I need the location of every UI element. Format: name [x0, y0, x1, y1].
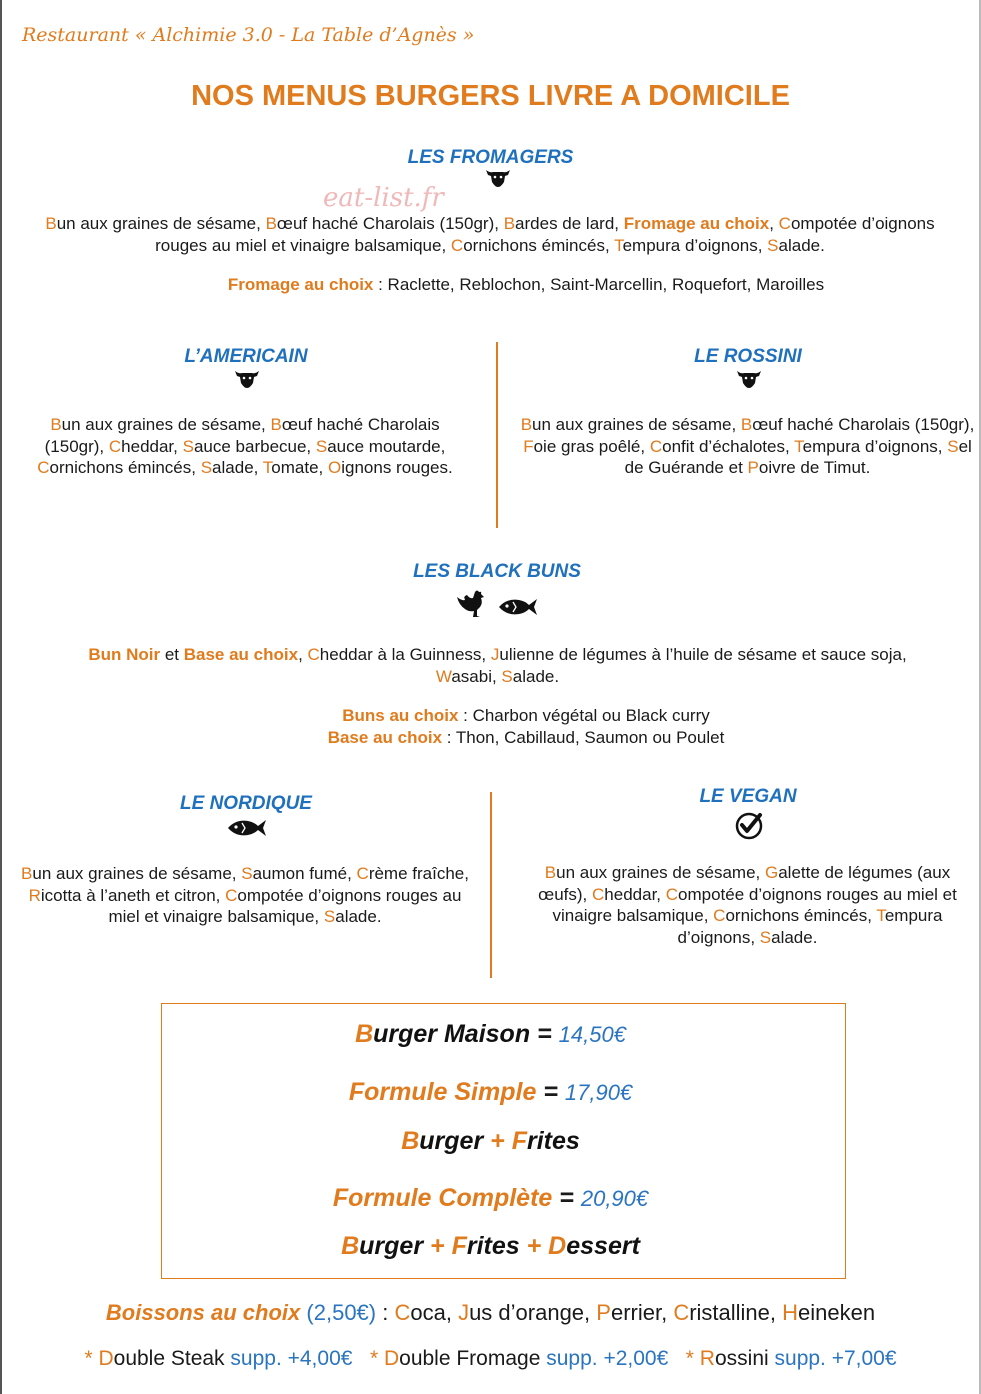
drinks-list: : Coca, Jus d’orange, Perrier, Cristalline, Heineken [376, 1300, 876, 1325]
nordique-description: Bun aux graines de sésame, Saumon fumé, Crème fraîche, Ricotta à l’aneth et citron, Compotée d’oignons rouges au miel et vinaigre balsamique, Salade. [21, 864, 469, 926]
americain-description: Bun aux graines de sésame, Bœuf haché Charolais (150gr), Cheddar, Sauce barbecue, Sauce moutarde, Cornichons émincés, Salade, Tomate, Oignons rouges. [37, 415, 453, 477]
drinks-line [0, 1300, 981, 1326]
burger-maison-price: 14,50€ [558, 1022, 626, 1047]
restaurant-header: Restaurant « Alchimie 3.0 - La Table d’Agnès » [22, 24, 475, 46]
cow-icon [735, 369, 763, 389]
fromagers-cheese-choice [0, 274, 981, 296]
rossini-description: Bun aux graines de sésame, Bœuf haché Charolais (150gr), Foie gras poêlé, Confit d’échalotes, Tempura d’oignons, Sel de Guérande et Poivre de Timut. [520, 415, 975, 477]
page-title: NOS MENUS BURGERS LIVRE A DOMICILE [191, 80, 790, 112]
supplements-line [0, 1347, 981, 1371]
base-choice-label: Base au choix [327, 728, 443, 747]
base-choice [0, 727, 981, 749]
watermark: eat-list.fr [323, 183, 444, 213]
cow-icon [484, 168, 512, 188]
formule-simple-line [0, 1078, 981, 1107]
formule-complete-label: Formule Complète [332, 1184, 553, 1212]
formule-complete-line [0, 1184, 981, 1213]
supplement-price: supp. +4,00€ [230, 1347, 353, 1370]
section-title-rossini: LE ROSSINI [694, 346, 802, 367]
equals-sign: = [559, 1184, 574, 1212]
section-title-vegan: LE VEGAN [699, 786, 797, 807]
divider-line [496, 342, 498, 528]
buns-choice-label: Buns au choix [342, 706, 459, 725]
formule-simple-label: Formule Simple [348, 1078, 537, 1106]
supplement-item: * Double Steak supp. +4,00€ [84, 1347, 353, 1370]
blackbuns-description: Bun Noir et Base au choix, Cheddar à la Guinness, Julienne de légumes à l’huile de sésame et sauce soja, Wasabi, Salade. [88, 645, 907, 686]
fish-icon [226, 818, 268, 838]
cheese-choice-list: : Raclette, Reblochon, Saint-Marcellin, Roquefort, Maroilles [373, 275, 825, 294]
formule-complete-price: 20,90€ [580, 1186, 649, 1211]
equals-sign: = [543, 1078, 558, 1106]
section-title-fromagers: LES FROMAGERS [407, 147, 574, 168]
vegan-check-icon [733, 809, 765, 841]
supplement-item: * Rossini supp. +7,00€ [685, 1347, 897, 1370]
supplement-price: supp. +7,00€ [774, 1347, 897, 1370]
divider-line [490, 792, 492, 978]
cow-icon [233, 369, 261, 389]
base-choice-list: : Thon, Cabillaud, Saumon ou Poulet [442, 728, 725, 747]
formule-simple-price: 17,90€ [564, 1080, 633, 1105]
section-title-americain: L’AMERICAIN [184, 346, 308, 367]
vegan-description: Bun aux graines de sésame, Galette de légumes (aux œufs), Cheddar, Compotée d’oignons rouges au miel et vinaigre balsamique, Cornichons émincés, Tempura d’oignons, Salade. [538, 863, 957, 947]
supplement-price: supp. +2,00€ [546, 1347, 669, 1370]
burger-maison-line: Burger Maison = 14,50€ [355, 1020, 626, 1048]
buns-choice-list: : Charbon végétal ou Black curry [458, 706, 710, 725]
supplement-item: * Double Fromage supp. +2,00€ [369, 1347, 669, 1370]
fromagers-description: Bun aux graines de sésame, Bœuf haché Charolais (150gr), Bardes de lard, Fromage au choix, Compotée d’oignons rouges au miel et vinaigre balsamique, Cornichons émincés, Tempura d’oignons, Salade. [45, 214, 935, 255]
chicken-icon [455, 589, 487, 619]
fish-icon [497, 597, 539, 617]
equals-sign: = [537, 1020, 552, 1048]
formule-simple-desc: Burger + Frites [401, 1127, 580, 1155]
drinks-label: Boissons au choix [105, 1300, 301, 1325]
section-title-nordique: LE NORDIQUE [180, 793, 312, 814]
drinks-price: (2,50€) [306, 1300, 377, 1325]
cheese-choice-label: Fromage au choix [227, 275, 374, 294]
formule-complete-desc: Burger + Frites + Dessert [341, 1232, 640, 1260]
buns-choice [0, 705, 981, 727]
section-title-blackbuns: LES BLACK BUNS [413, 561, 581, 582]
